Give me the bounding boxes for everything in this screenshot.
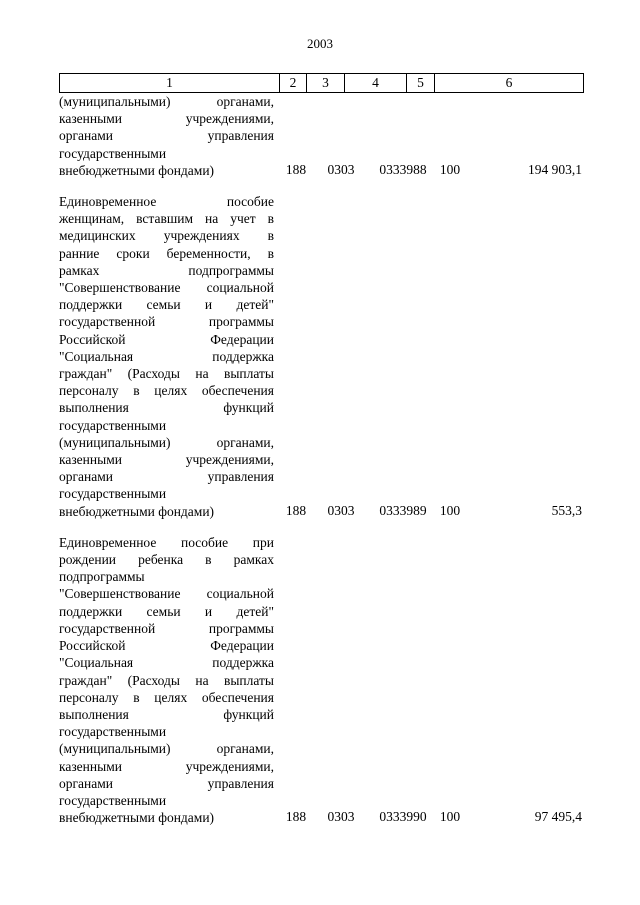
row-description bbox=[59, 193, 274, 520]
column-number-2: 2 bbox=[280, 74, 307, 93]
target-article-cell: 0333988 bbox=[379, 162, 427, 178]
description-line: внебюджетными фондами) bbox=[59, 810, 215, 826]
description-line: персоналу в целях обеспечения bbox=[59, 383, 274, 399]
description-line: медицинских учреждениях в bbox=[59, 228, 274, 244]
table-body bbox=[0, 93, 640, 826]
description-line: "Совершенствование социальной bbox=[59, 280, 274, 296]
description-line: граждан" (Расходы на выплаты bbox=[59, 672, 274, 688]
description-line: "Социальная поддержка bbox=[59, 655, 274, 671]
column-number-1: 1 bbox=[60, 74, 280, 93]
description-line: Российской Федерации bbox=[59, 638, 274, 654]
expense-type-cell: 100 bbox=[439, 162, 461, 178]
amount-cell: 194 903,1 bbox=[528, 162, 582, 178]
description-line: женщинам, вставшим на учет в bbox=[59, 211, 274, 227]
description-line: внебюджетными фондами) bbox=[59, 162, 215, 178]
table-header bbox=[59, 73, 584, 93]
target-article-cell: 0333989 bbox=[379, 502, 427, 518]
description-line: ранние сроки беременности, в bbox=[59, 245, 274, 261]
expense-type-cell: 100 bbox=[439, 809, 461, 825]
description-line: рамках подпрограммы bbox=[59, 262, 274, 278]
row-codes bbox=[0, 502, 640, 520]
section-code-cell: 0303 bbox=[327, 162, 355, 178]
description-line: казенными учреждениями, bbox=[59, 452, 274, 468]
table-row bbox=[0, 193, 640, 520]
description-line: "Социальная поддержка bbox=[59, 348, 274, 364]
description-line: подпрограммы bbox=[59, 569, 145, 585]
amount-cell: 97 495,4 bbox=[534, 809, 582, 825]
row-codes bbox=[0, 808, 640, 826]
description-line: (муниципальными) органами, bbox=[59, 94, 274, 109]
column-numbers-row bbox=[60, 74, 584, 93]
description-line: государственными bbox=[59, 417, 167, 433]
ministry-code-cell: 188 bbox=[285, 162, 307, 178]
description-line: государственной программы bbox=[59, 314, 274, 330]
expense-type-cell: 100 bbox=[439, 502, 461, 518]
target-article-cell: 0333990 bbox=[379, 809, 427, 825]
description-line: Российской Федерации bbox=[59, 331, 274, 347]
description-line: государственными bbox=[59, 792, 167, 808]
description-line: поддержки семьи и детей" bbox=[59, 297, 274, 313]
amount-cell: 553,3 bbox=[551, 502, 582, 518]
row-codes bbox=[0, 161, 640, 179]
description-line: персоналу в целях обеспечения bbox=[59, 689, 274, 705]
description-line: выполнения функций bbox=[59, 400, 274, 416]
page-number: 2003 bbox=[307, 36, 333, 51]
row-description bbox=[59, 534, 274, 826]
description-line: поддержки семьи и детей" bbox=[59, 603, 274, 619]
table-row bbox=[0, 534, 640, 826]
description-line: государственными bbox=[59, 486, 167, 502]
description-line: казенными учреждениями, bbox=[59, 758, 274, 774]
description-line: казенными учреждениями, bbox=[59, 111, 274, 127]
description-line: органами управления bbox=[59, 775, 274, 791]
column-number-5: 5 bbox=[407, 74, 435, 93]
column-number-6: 6 bbox=[435, 74, 584, 93]
description-line: органами управления bbox=[59, 469, 274, 485]
description-line: органами управления bbox=[59, 128, 274, 144]
ministry-code-cell: 188 bbox=[285, 502, 307, 518]
description-line: выполнения функций bbox=[59, 706, 274, 722]
description-line: "Совершенствование социальной bbox=[59, 586, 274, 602]
section-code-cell: 0303 bbox=[327, 809, 355, 825]
description-line: рождении ребенка в рамках bbox=[59, 552, 274, 568]
description-line: (муниципальными) органами, bbox=[59, 741, 274, 757]
column-number-4: 4 bbox=[345, 74, 407, 93]
description-line: государственными bbox=[59, 145, 167, 161]
ministry-code-cell: 188 bbox=[285, 809, 307, 825]
description-line: граждан" (Расходы на выплаты bbox=[59, 366, 274, 382]
section-code-cell: 0303 bbox=[327, 502, 355, 518]
column-number-3: 3 bbox=[307, 74, 345, 93]
description-line: государственными bbox=[59, 724, 167, 740]
table-row bbox=[0, 93, 640, 179]
description-line: Единовременное пособие при bbox=[59, 534, 274, 550]
description-line: (муниципальными) органами, bbox=[59, 434, 274, 450]
description-line: внебюджетными фондами) bbox=[59, 503, 215, 519]
description-line: государственной программы bbox=[59, 620, 274, 636]
description-line: Единовременное пособие bbox=[59, 194, 274, 210]
